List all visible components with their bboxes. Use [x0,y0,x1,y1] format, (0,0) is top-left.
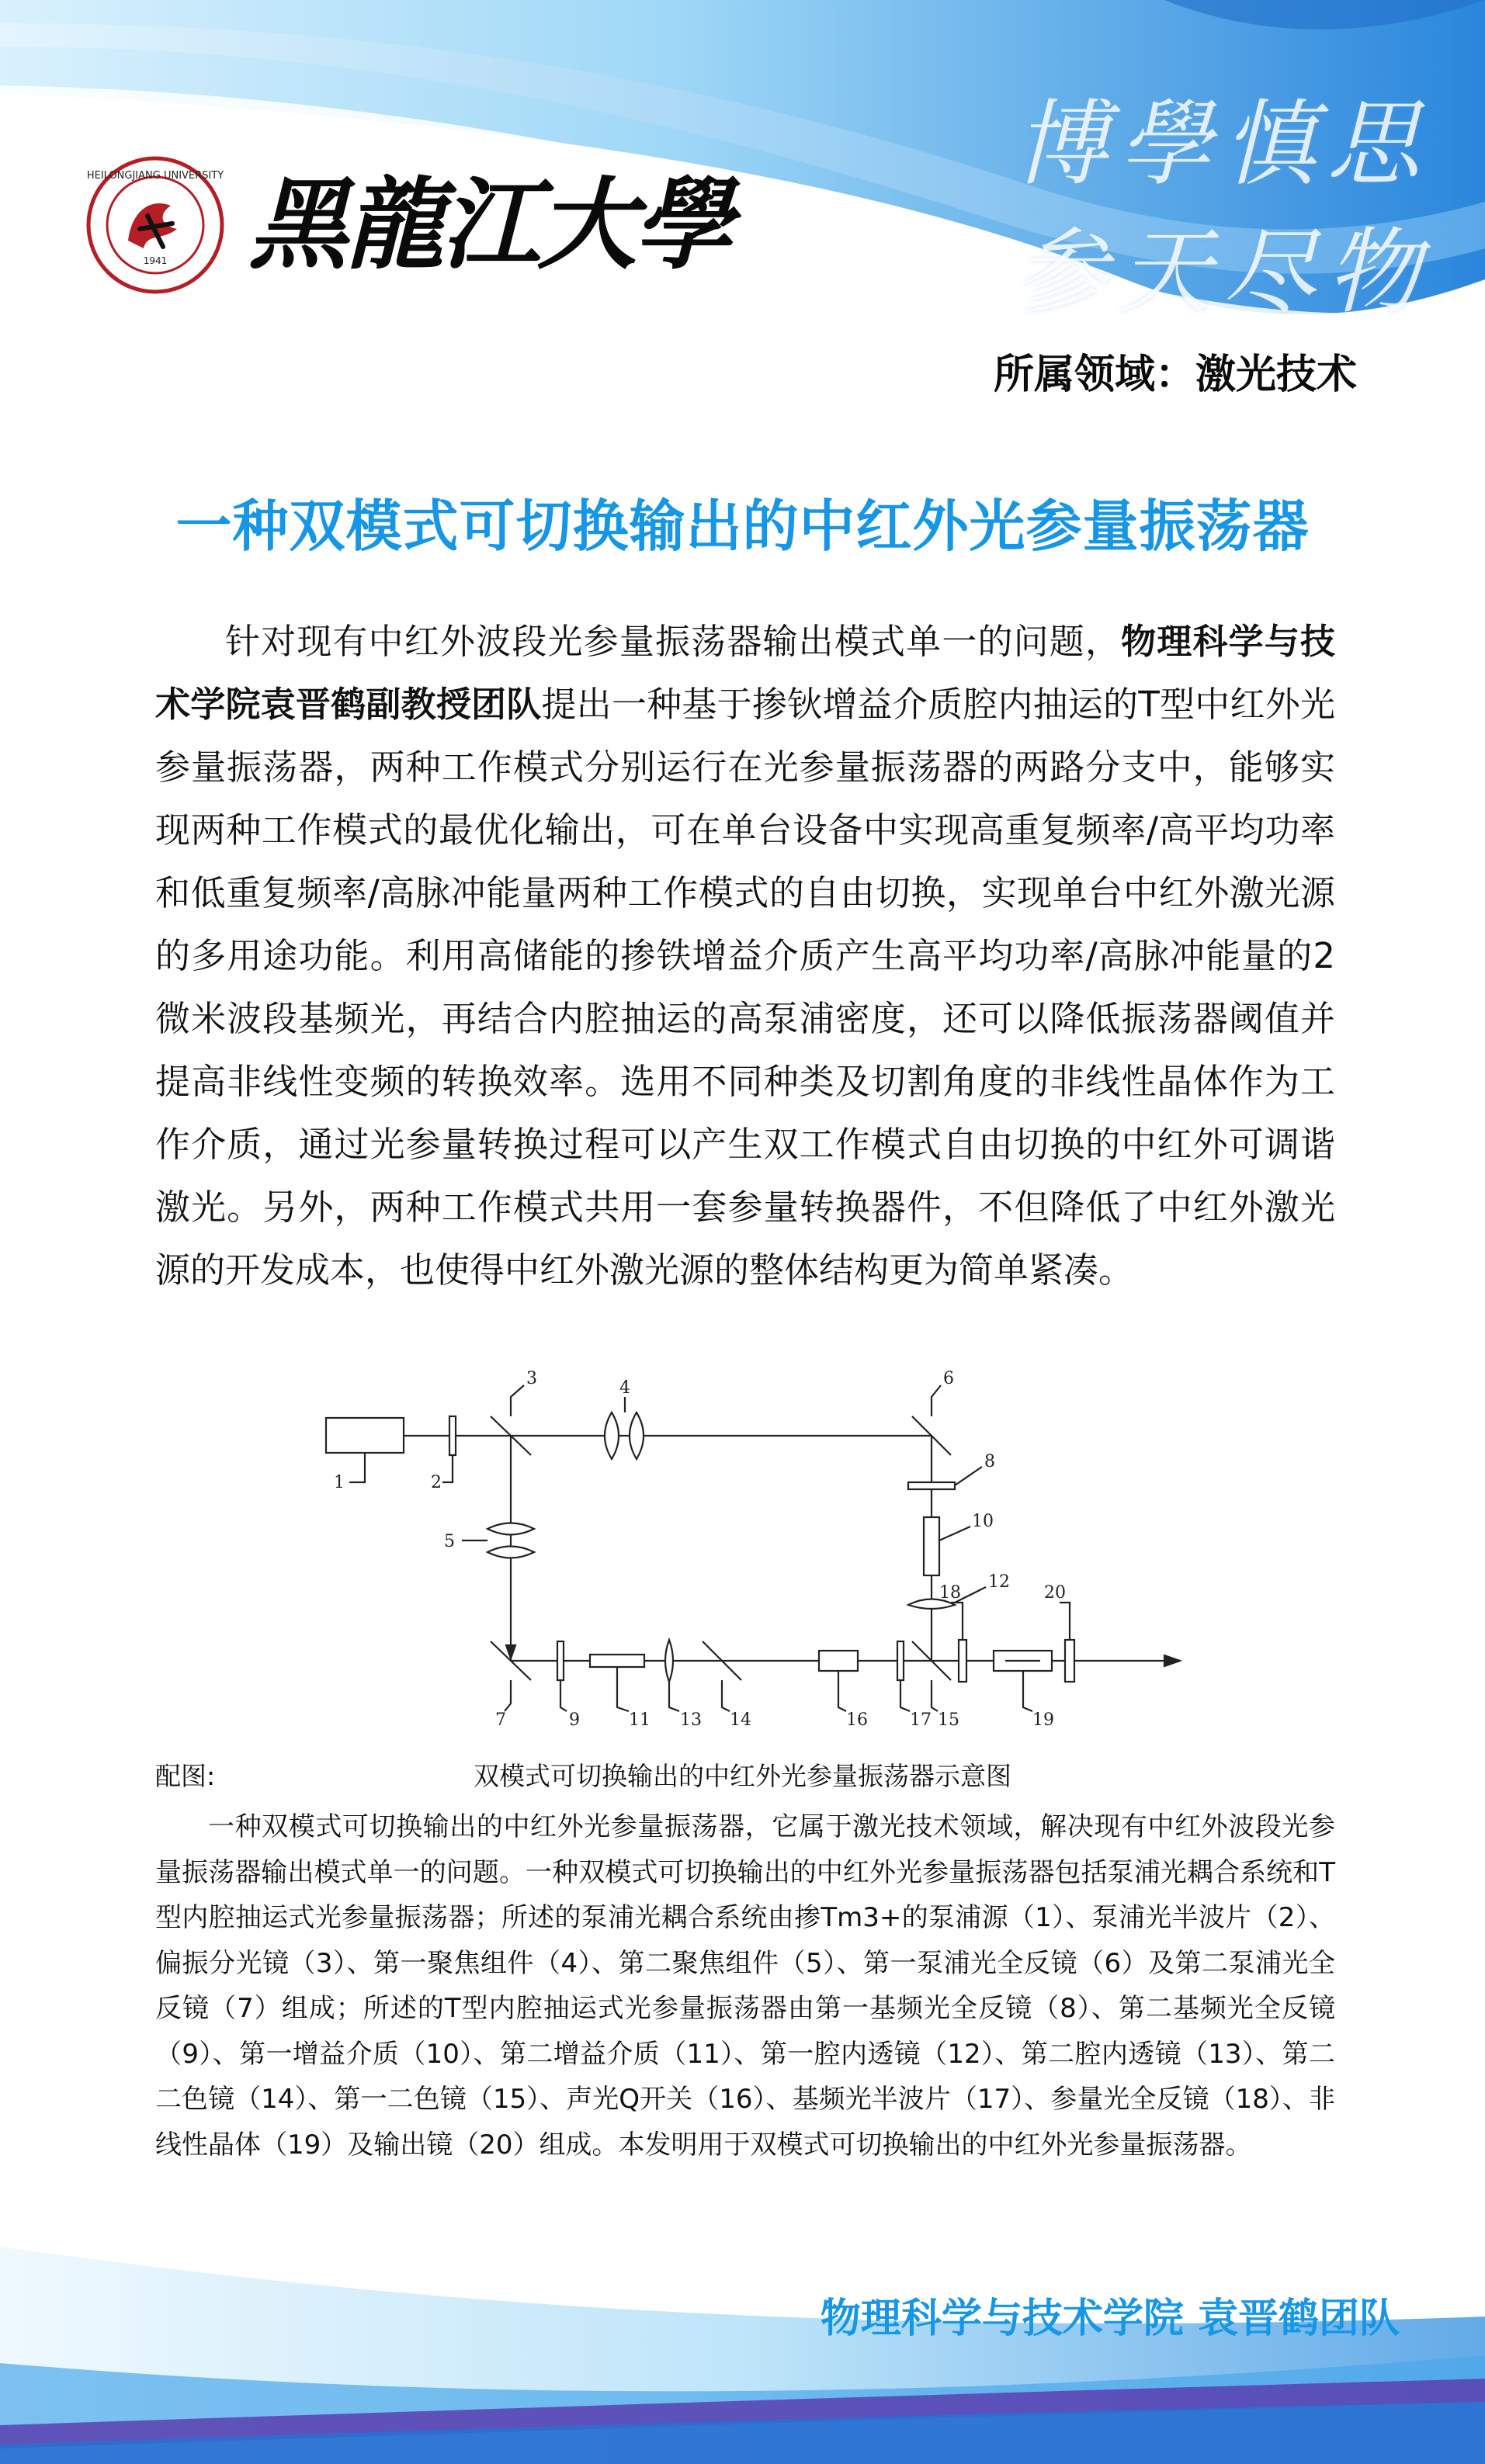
diagram-label-8: 8 [984,1452,995,1471]
footer-team: 物理科学与技术学院 袁晋鹤团队 [820,2296,1400,2342]
page-title: 一种双模式可切换输出的中红外光参量振荡器 [175,494,1310,559]
field-label: 所属领域：激光技术 [993,352,1357,398]
optical-setup-diagram [311,1354,1195,1735]
figure-caption: 双模式可切换输出的中红外光参量振荡器示意图 [474,1761,1011,1791]
seal-year: 1941 [143,255,168,266]
intro-rest: 提出一种基于掺钬增益介质腔内抽运的T型中红外光参量振荡器，两种工作模式分别运行在光参量振荡器的两路分支中，能够实现两种工作模式的最优化输出，可在单台设备中实现高重复频率/高平均功率和低重复频率/高脉冲能量两种工作模式的自由切换，实现单台中红外激光源的多用途功能。利用高储能的掺铁增益介质产生高平均功率/高脉冲能量的2微米波段基频光，再结合内腔抽运的高泵浦密度，还可以降低振荡器阈值并提高非线性变频的转换效率。选用不同种类及切割角度的非线性晶体作为工作介质，通过光参量转换过程可以产生双工作模式自由切换的中红外可调谐激光。另外，两种工作模式共用一套参量转换器件，不但降低了中红外激光源的开发成本，也使得中红外激光源的整体结构更为简单紧凑。 [155,684,1335,1291]
diagram-label-12: 12 [988,1572,1010,1592]
seal-text: HEILONGJIANG UNIVERSITY [86,170,224,182]
diagram-label-13: 13 [680,1710,702,1730]
diagram-label-9: 9 [569,1710,580,1730]
description-paragraph: 一种双模式可切换输出的中红外光参量振荡器，它属于激光技术领域，解决现有中红外波段光参量振荡器输出模式单一的问题。一种双模式可切换输出的中红外光参量振荡器包括泵浦光耦合系统和T型内腔抽运式光参量振荡器；所述的泵浦光耦合系统由掺Tm3+的泵浦源（1）、泵浦光半波片（2）、偏振分光镜（3）、第一聚焦组件（4）、第二聚焦组件（5）、第一泵浦光全反镜（6）及第二泵浦光全反镜（7）组成；所述的T型内腔抽运式光参量振荡器由第一基频光全反镜（8）、第二基频光全反镜（9）、第一增益介质（10）、第二增益介质（11）、第一腔内透镜（12）、第二腔内透镜（13）、第二二色镜（14）、第一二色镜（15）、声光Q开关（16）、基频光半波片（17）、参量光全反镜（18）、非线性晶体（19）及输出镜（20）组成。本发明用于双模式可切换输出的中红外光参量振荡器。 [155,1811,1335,2161]
diagram-label-16: 16 [846,1710,868,1730]
diagram-label-11: 11 [629,1710,651,1730]
intro-lead: 针对现有中红外波段光参量振荡器输出模式单一的问题， [225,621,1122,662]
diagram-label-3: 3 [526,1369,537,1388]
diagram-label-1: 1 [334,1473,345,1492]
diagram-label-6: 6 [943,1369,954,1388]
intro-paragraph [155,610,1335,1301]
bottom-decorative-band [0,2247,1485,2464]
diagram-label-2: 2 [431,1473,442,1492]
diagram-label-17: 17 [910,1710,932,1730]
diagram-label-4: 4 [619,1378,630,1398]
motto-line-2: 参天尽物 [1015,219,1431,327]
motto-line-1: 博學慎思 [1015,91,1431,199]
diagram-label-20: 20 [1044,1583,1066,1603]
university-seal-logo [85,155,225,295]
diagram-label-18: 18 [939,1583,961,1603]
diagram-label-10: 10 [972,1512,994,1531]
diagram-label-15: 15 [938,1710,959,1730]
intro-team-name: 物理科学与技术学院袁晋鹤副教授团队 [155,621,1335,725]
university-name-calligraphy: 黑龍江大學 [248,167,730,283]
diagram-label-14: 14 [730,1710,751,1730]
figure-label: 配图: [155,1761,216,1791]
diagram-label-5: 5 [444,1532,455,1551]
diagram-label-19: 19 [1032,1710,1054,1730]
diagram-label-7: 7 [495,1710,506,1730]
